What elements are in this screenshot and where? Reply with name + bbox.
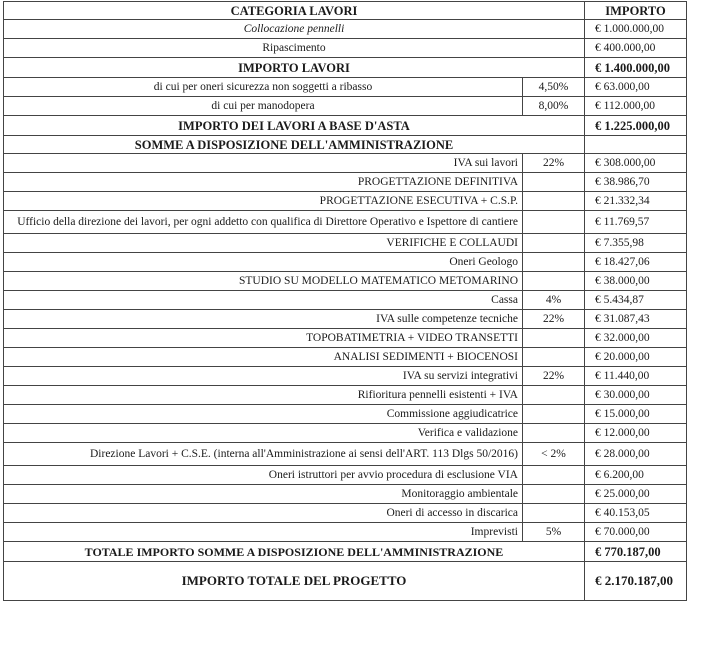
row-desc: Oneri di accesso in discarica <box>4 504 523 523</box>
row-amount: € 31.087,43 <box>585 310 687 329</box>
cost-table <box>3 1 687 601</box>
row-pct <box>523 424 585 443</box>
somme-list <box>4 154 687 542</box>
row-pct <box>523 192 585 211</box>
row-pct <box>523 272 585 291</box>
row-amount: € 15.000,00 <box>585 405 687 424</box>
row-pct: 4,50% <box>523 78 585 97</box>
row-desc: PROGETTAZIONE DEFINITIVA <box>4 173 523 192</box>
row-amount: € 20.000,00 <box>585 348 687 367</box>
row-amount: € 11.440,00 <box>585 367 687 386</box>
row-amount: € 30.000,00 <box>585 386 687 405</box>
table-row <box>4 154 687 173</box>
row-pct <box>523 485 585 504</box>
row-amount: € 308.000,00 <box>585 154 687 173</box>
row-pct <box>523 504 585 523</box>
row-pct <box>523 329 585 348</box>
row-pct <box>523 234 585 253</box>
row-desc: Commissione aggiudicatrice <box>4 405 523 424</box>
table-row <box>4 523 687 542</box>
row-pct <box>523 211 585 234</box>
row-desc: Ripascimento <box>4 39 585 58</box>
table-row <box>4 291 687 310</box>
row-pct: 8,00% <box>523 97 585 116</box>
row-amount: € 70.000,00 <box>585 523 687 542</box>
row-amount: € 12.000,00 <box>585 424 687 443</box>
row-desc: IVA sui lavori <box>4 154 523 173</box>
totale-somme-label: TOTALE IMPORTO SOMME A DISPOSIZIONE DELL'AMMINISTRAZIONE <box>4 542 585 562</box>
row-desc: PROGETTAZIONE ESECUTIVA + C.S.P. <box>4 192 523 211</box>
row-amount: € 32.000,00 <box>585 329 687 348</box>
table-row <box>4 272 687 291</box>
table-row <box>4 485 687 504</box>
row-desc: VERIFICHE E COLLAUDI <box>4 234 523 253</box>
row-pct <box>523 405 585 424</box>
row-amount: € 5.434,87 <box>585 291 687 310</box>
row-pct <box>523 253 585 272</box>
row-desc: Cassa <box>4 291 523 310</box>
row-pct: 22% <box>523 367 585 386</box>
totale-progetto-amount: € 2.170.187,00 <box>585 562 687 601</box>
row-desc: Ufficio della direzione dei lavori, per ogni addetto con qualifica di Direttore Operativo e Ispettore di cantiere <box>4 211 523 234</box>
row-pct <box>523 466 585 485</box>
table-row <box>4 367 687 386</box>
table-row <box>4 192 687 211</box>
row-amount: € 18.427,06 <box>585 253 687 272</box>
row-pct: < 2% <box>523 443 585 466</box>
somme-title-blank <box>585 136 687 154</box>
row-amount: € 11.769,57 <box>585 211 687 234</box>
table-row <box>4 211 687 234</box>
row-pct <box>523 386 585 405</box>
row-pct: 22% <box>523 154 585 173</box>
row-desc: STUDIO SU MODELLO MATEMATICO METOMARINO <box>4 272 523 291</box>
row-desc: Monitoraggio ambientale <box>4 485 523 504</box>
row-amount: € 38.000,00 <box>585 272 687 291</box>
row-desc: ANALISI SEDIMENTI + BIOCENOSI <box>4 348 523 367</box>
row-amount: € 21.332,34 <box>585 192 687 211</box>
row-amount: € 38.986,70 <box>585 173 687 192</box>
row-desc: Direzione Lavori + C.S.E. (interna all'Amministrazione ai sensi dell'ART. 113 Dlgs 50/2016) <box>4 443 523 466</box>
table-row <box>4 504 687 523</box>
cost-breakdown-sheet <box>3 1 686 601</box>
somme-title-row <box>4 136 687 154</box>
row-pct: 4% <box>523 291 585 310</box>
row-amount: € 1.000.000,00 <box>585 20 687 39</box>
table-row <box>4 329 687 348</box>
importo-lavori-label: IMPORTO LAVORI <box>4 58 585 78</box>
table-row <box>4 405 687 424</box>
row-pct: 22% <box>523 310 585 329</box>
header-row <box>4 2 687 20</box>
row-amount: € 25.000,00 <box>585 485 687 504</box>
row-desc: IVA su servizi integrativi <box>4 367 523 386</box>
table-row <box>4 386 687 405</box>
table-row <box>4 348 687 367</box>
table-row <box>4 424 687 443</box>
row-pct <box>523 348 585 367</box>
row-desc: Verifica e validazione <box>4 424 523 443</box>
base-asta-row <box>4 116 687 136</box>
base-asta-label: IMPORTO DEI LAVORI A BASE D'ASTA <box>4 116 585 136</box>
row-desc: Imprevisti <box>4 523 523 542</box>
table-row <box>4 443 687 466</box>
table-row <box>4 253 687 272</box>
table-row <box>4 39 687 58</box>
base-asta-amount: € 1.225.000,00 <box>585 116 687 136</box>
row-desc: Collocazione pennelli <box>4 20 585 39</box>
table-row <box>4 466 687 485</box>
importo-lavori-amount: € 1.400.000,00 <box>585 58 687 78</box>
row-desc: Oneri Geologo <box>4 253 523 272</box>
table-row <box>4 310 687 329</box>
row-desc: Rifioritura pennelli esistenti + IVA <box>4 386 523 405</box>
table-row <box>4 173 687 192</box>
row-amount: € 40.153,05 <box>585 504 687 523</box>
table-row <box>4 97 687 116</box>
header-amount: IMPORTO <box>585 2 687 20</box>
row-amount: € 28.000,00 <box>585 443 687 466</box>
totale-progetto-row <box>4 562 687 601</box>
somme-title: SOMME A DISPOSIZIONE DELL'AMMINISTRAZIONE <box>4 136 585 154</box>
header-category: CATEGORIA LAVORI <box>4 2 585 20</box>
row-amount: € 400.000,00 <box>585 39 687 58</box>
table-row <box>4 234 687 253</box>
totale-somme-row <box>4 542 687 562</box>
row-amount: € 7.355,98 <box>585 234 687 253</box>
row-amount: € 63.000,00 <box>585 78 687 97</box>
table-row <box>4 78 687 97</box>
row-desc: TOPOBATIMETRIA + VIDEO TRANSETTI <box>4 329 523 348</box>
row-amount: € 112.000,00 <box>585 97 687 116</box>
totale-somme-amount: € 770.187,00 <box>585 542 687 562</box>
table-row <box>4 20 687 39</box>
row-desc: di cui per manodopera <box>4 97 523 116</box>
row-desc: di cui per oneri sicurezza non soggetti a ribasso <box>4 78 523 97</box>
row-desc: IVA sulle competenze tecniche <box>4 310 523 329</box>
row-pct: 5% <box>523 523 585 542</box>
importo-lavori-row <box>4 58 687 78</box>
row-amount: € 6.200,00 <box>585 466 687 485</box>
totale-progetto-label: IMPORTO TOTALE DEL PROGETTO <box>4 562 585 601</box>
row-pct <box>523 173 585 192</box>
row-desc: Oneri istruttori per avvio procedura di esclusione VIA <box>4 466 523 485</box>
